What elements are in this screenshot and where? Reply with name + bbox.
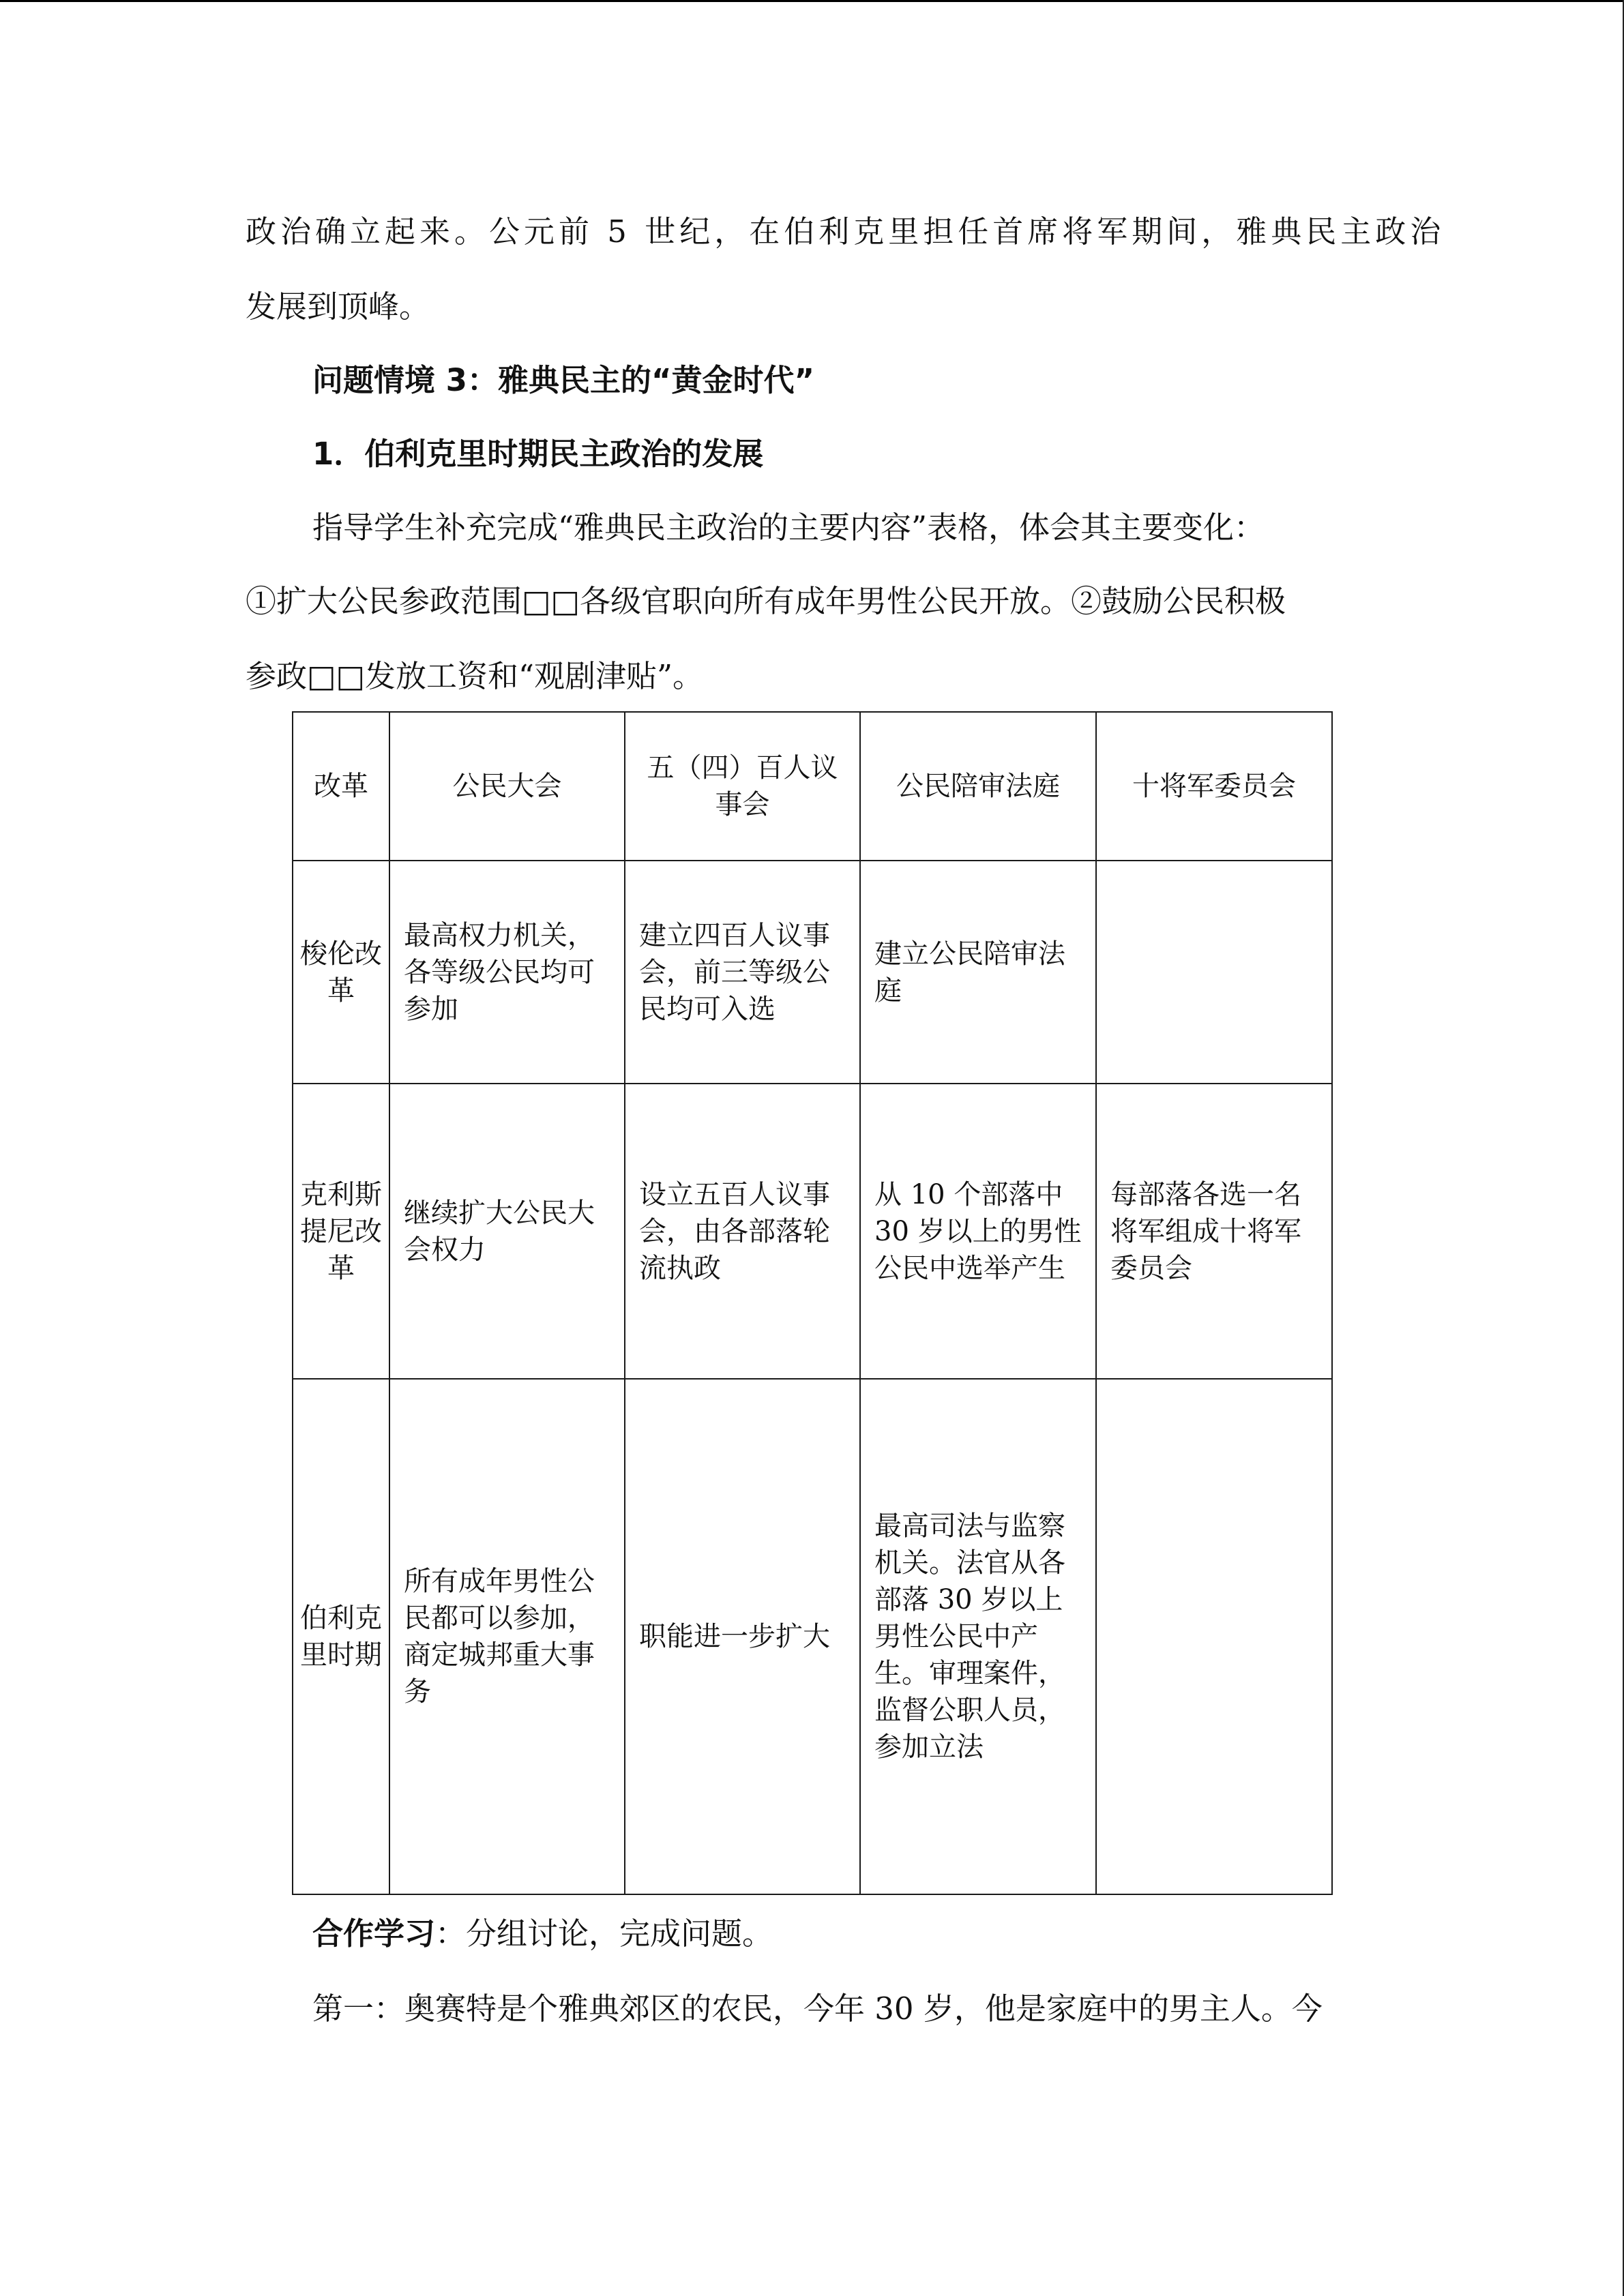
cell-assembly: 继续扩大公民大会权力	[389, 1084, 625, 1379]
header-council: 五（四）百人议事会	[625, 712, 860, 861]
democracy-content-table	[292, 711, 1333, 1895]
cooperative-label: 合作学习	[312, 1915, 436, 1952]
cell-court: 最高司法与监察机关。法官从各部落 30 岁以上男性公民中产生。审理案件，监督公职人员，参加立法	[860, 1379, 1096, 1894]
subsection-title: 1．伯利克里时期民主政治的发展	[312, 436, 764, 472]
intro-line-1: 政治确立起来。公元前 5 世纪，在伯利克里担任首席将军期间，雅典民主政治	[246, 213, 1445, 250]
intro-line-2: 发展到顶峰。	[246, 288, 430, 325]
cell-court: 建立公民陪审法庭	[860, 861, 1096, 1084]
header-court: 公民陪审法庭	[860, 712, 1096, 861]
cell-assembly: 所有成年男性公民都可以参加，商定城邦重大事务	[389, 1379, 625, 1894]
table-row	[293, 1379, 1332, 1894]
header-generals: 十将军委员会	[1096, 712, 1332, 861]
question-1: 第一：奥赛特是个雅典郊区的农民，今年 30 岁，他是家庭中的男主人。今	[312, 1991, 1323, 2027]
instruction-line-2: ①扩大公民参政范围□□各级官职向所有成年男性公民开放。②鼓励公民积极	[246, 583, 1286, 619]
cell-council: 职能进一步扩大	[625, 1379, 860, 1894]
instruction-line-3: 参政□□发放工资和“观剧津贴”。	[246, 658, 704, 694]
header-assembly: 公民大会	[389, 712, 625, 861]
header-reform: 改革	[293, 712, 389, 861]
cell-generals	[1096, 861, 1332, 1084]
cell-council: 建立四百人议事会，前三等级公民均可入选	[625, 861, 860, 1084]
row-reform-name: 梭伦改革	[293, 861, 389, 1084]
table-row	[293, 861, 1332, 1084]
cooperative-text: ：分组讨论，完成问题。	[435, 1915, 773, 1952]
cell-assembly: 最高权力机关，各等级公民均可参加	[389, 861, 625, 1084]
page-top-border	[0, 0, 1624, 2]
section-title: 问题情境 3：雅典民主的“黄金时代”	[312, 362, 815, 398]
row-reform-name: 伯利克里时期	[293, 1379, 389, 1894]
cell-council: 设立五百人议事会，由各部落轮流执政	[625, 1084, 860, 1379]
table-row	[293, 1084, 1332, 1379]
cell-generals: 每部落各选一名将军组成十将军委员会	[1096, 1084, 1332, 1379]
instruction-line-1: 指导学生补充完成“雅典民主政治的主要内容”表格，体会其主要变化：	[312, 509, 1265, 546]
cell-generals	[1096, 1379, 1332, 1894]
cooperative-learning	[312, 1915, 1438, 1953]
cell-court: 从 10 个部落中 30 岁以上的男性公民中选举产生	[860, 1084, 1096, 1379]
table-header-row	[293, 712, 1332, 861]
row-reform-name: 克利斯提尼改革	[293, 1084, 389, 1379]
